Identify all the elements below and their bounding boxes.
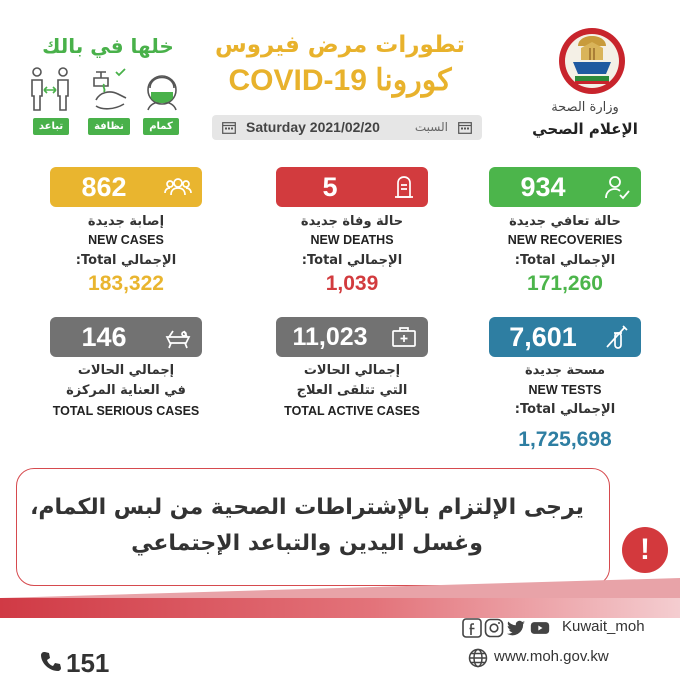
grave-icon [390,173,418,201]
new-tests-total-label: الإجمالي Total: [514,402,616,417]
title-arabic: تطورات مرض فيروس [215,32,465,58]
new-cases-box [50,167,202,207]
calendar-icon [458,121,472,134]
website-link[interactable]: www.moh.gov.kw [494,648,609,665]
new-recoveries-total-label: الإجمالي Total: [514,253,616,268]
new-cases-total-label: الإجمالي Total: [75,253,177,268]
new-recoveries-label-en: NEW RECOVERIES [507,233,623,247]
instagram-icon[interactable] [484,618,504,638]
new-cases-value: 862 [81,172,127,202]
new-deaths-box [276,167,428,207]
ministry-logo-icon [557,26,627,96]
new-deaths-label-ar: حالة وفاة جديدة [300,214,404,229]
active-cases-label-ar-1: إجمالي الحالات [303,363,401,378]
twitter-icon[interactable] [506,618,526,638]
serious-cases-label-ar-1: إجمالي الحالات [77,363,175,378]
serious-cases-label-en: TOTAL SERIOUS CASES [52,404,200,418]
social-distance-icon [30,66,70,114]
new-tests-value: 7,601 [509,322,577,352]
active-cases-label-ar-2: التي تتلقى العلاج [296,383,408,398]
ministry-name: وزارة الصحة [551,100,619,115]
globe-icon [468,648,488,668]
active-cases-box [276,317,428,357]
serious-cases-value: 146 [81,322,127,352]
tag-mask: كمام [143,118,179,135]
day-name: السبت [414,120,448,134]
tag-hygiene: نظافة [88,118,130,135]
title-covid: كورونا COVID-19 [228,64,452,97]
new-recoveries-total: 171,260 [527,272,603,295]
hygiene-title: خلها في بالك [42,34,174,58]
new-recoveries-box [489,167,641,207]
date-bar [212,115,482,140]
date-text: Saturday 2021/02/20 [246,119,380,135]
new-deaths-total: 1,039 [325,272,379,295]
swab-icon [603,323,631,351]
new-tests-label-en: NEW TESTS [528,383,602,397]
tag-distancing: تباعد [33,118,69,135]
new-cases-label-ar: إصابة جديدة [87,214,165,229]
new-cases-label-en: NEW CASES [88,233,164,247]
alert-icon: ! [622,527,668,573]
face-mask-icon [142,66,182,114]
phone-icon [40,650,62,672]
medical-case-icon [390,323,418,351]
new-cases-total: 183,322 [88,272,164,295]
new-recoveries-label-ar: حالة تعافي جديدة [509,214,621,229]
active-cases-value: 11,023 [292,323,368,351]
serious-cases-label-ar-2: في العناية المركزة [66,383,186,398]
new-deaths-label-en: NEW DEATHS [310,233,394,247]
footer-band-edge [0,578,680,598]
new-deaths-total-label: الإجمالي Total: [301,253,403,268]
person-check-icon [603,173,631,201]
people-icon [164,173,192,201]
health-media-name: الإعلام الصحي [532,120,638,138]
new-recoveries-value: 934 [520,172,566,202]
serious-cases-box [50,317,202,357]
hospital-bed-icon [164,323,192,351]
hotline-number[interactable]: 151 [66,648,110,678]
hand-sanitizer-icon [90,66,130,114]
new-tests-label-ar: مسحة جديدة [525,363,605,378]
social-handle[interactable]: Kuwait_moh [562,618,645,635]
advisory-line-2: وغسل اليدين والتباعد الإجتماعي [131,531,483,556]
calendar-icon [222,121,236,134]
facebook-icon[interactable] [462,618,482,638]
active-cases-label-en: TOTAL ACTIVE CASES [284,404,420,418]
new-tests-total: 1,725,698 [518,428,612,451]
advisory-message-box [16,468,610,586]
new-tests-box [489,317,641,357]
new-deaths-value: 5 [322,172,338,202]
youtube-icon[interactable] [530,618,550,638]
advisory-line-1: يرجى الإلتزام بالإشتراطات الصحية من لبس الكمام، [30,495,584,520]
footer-band [0,598,680,618]
